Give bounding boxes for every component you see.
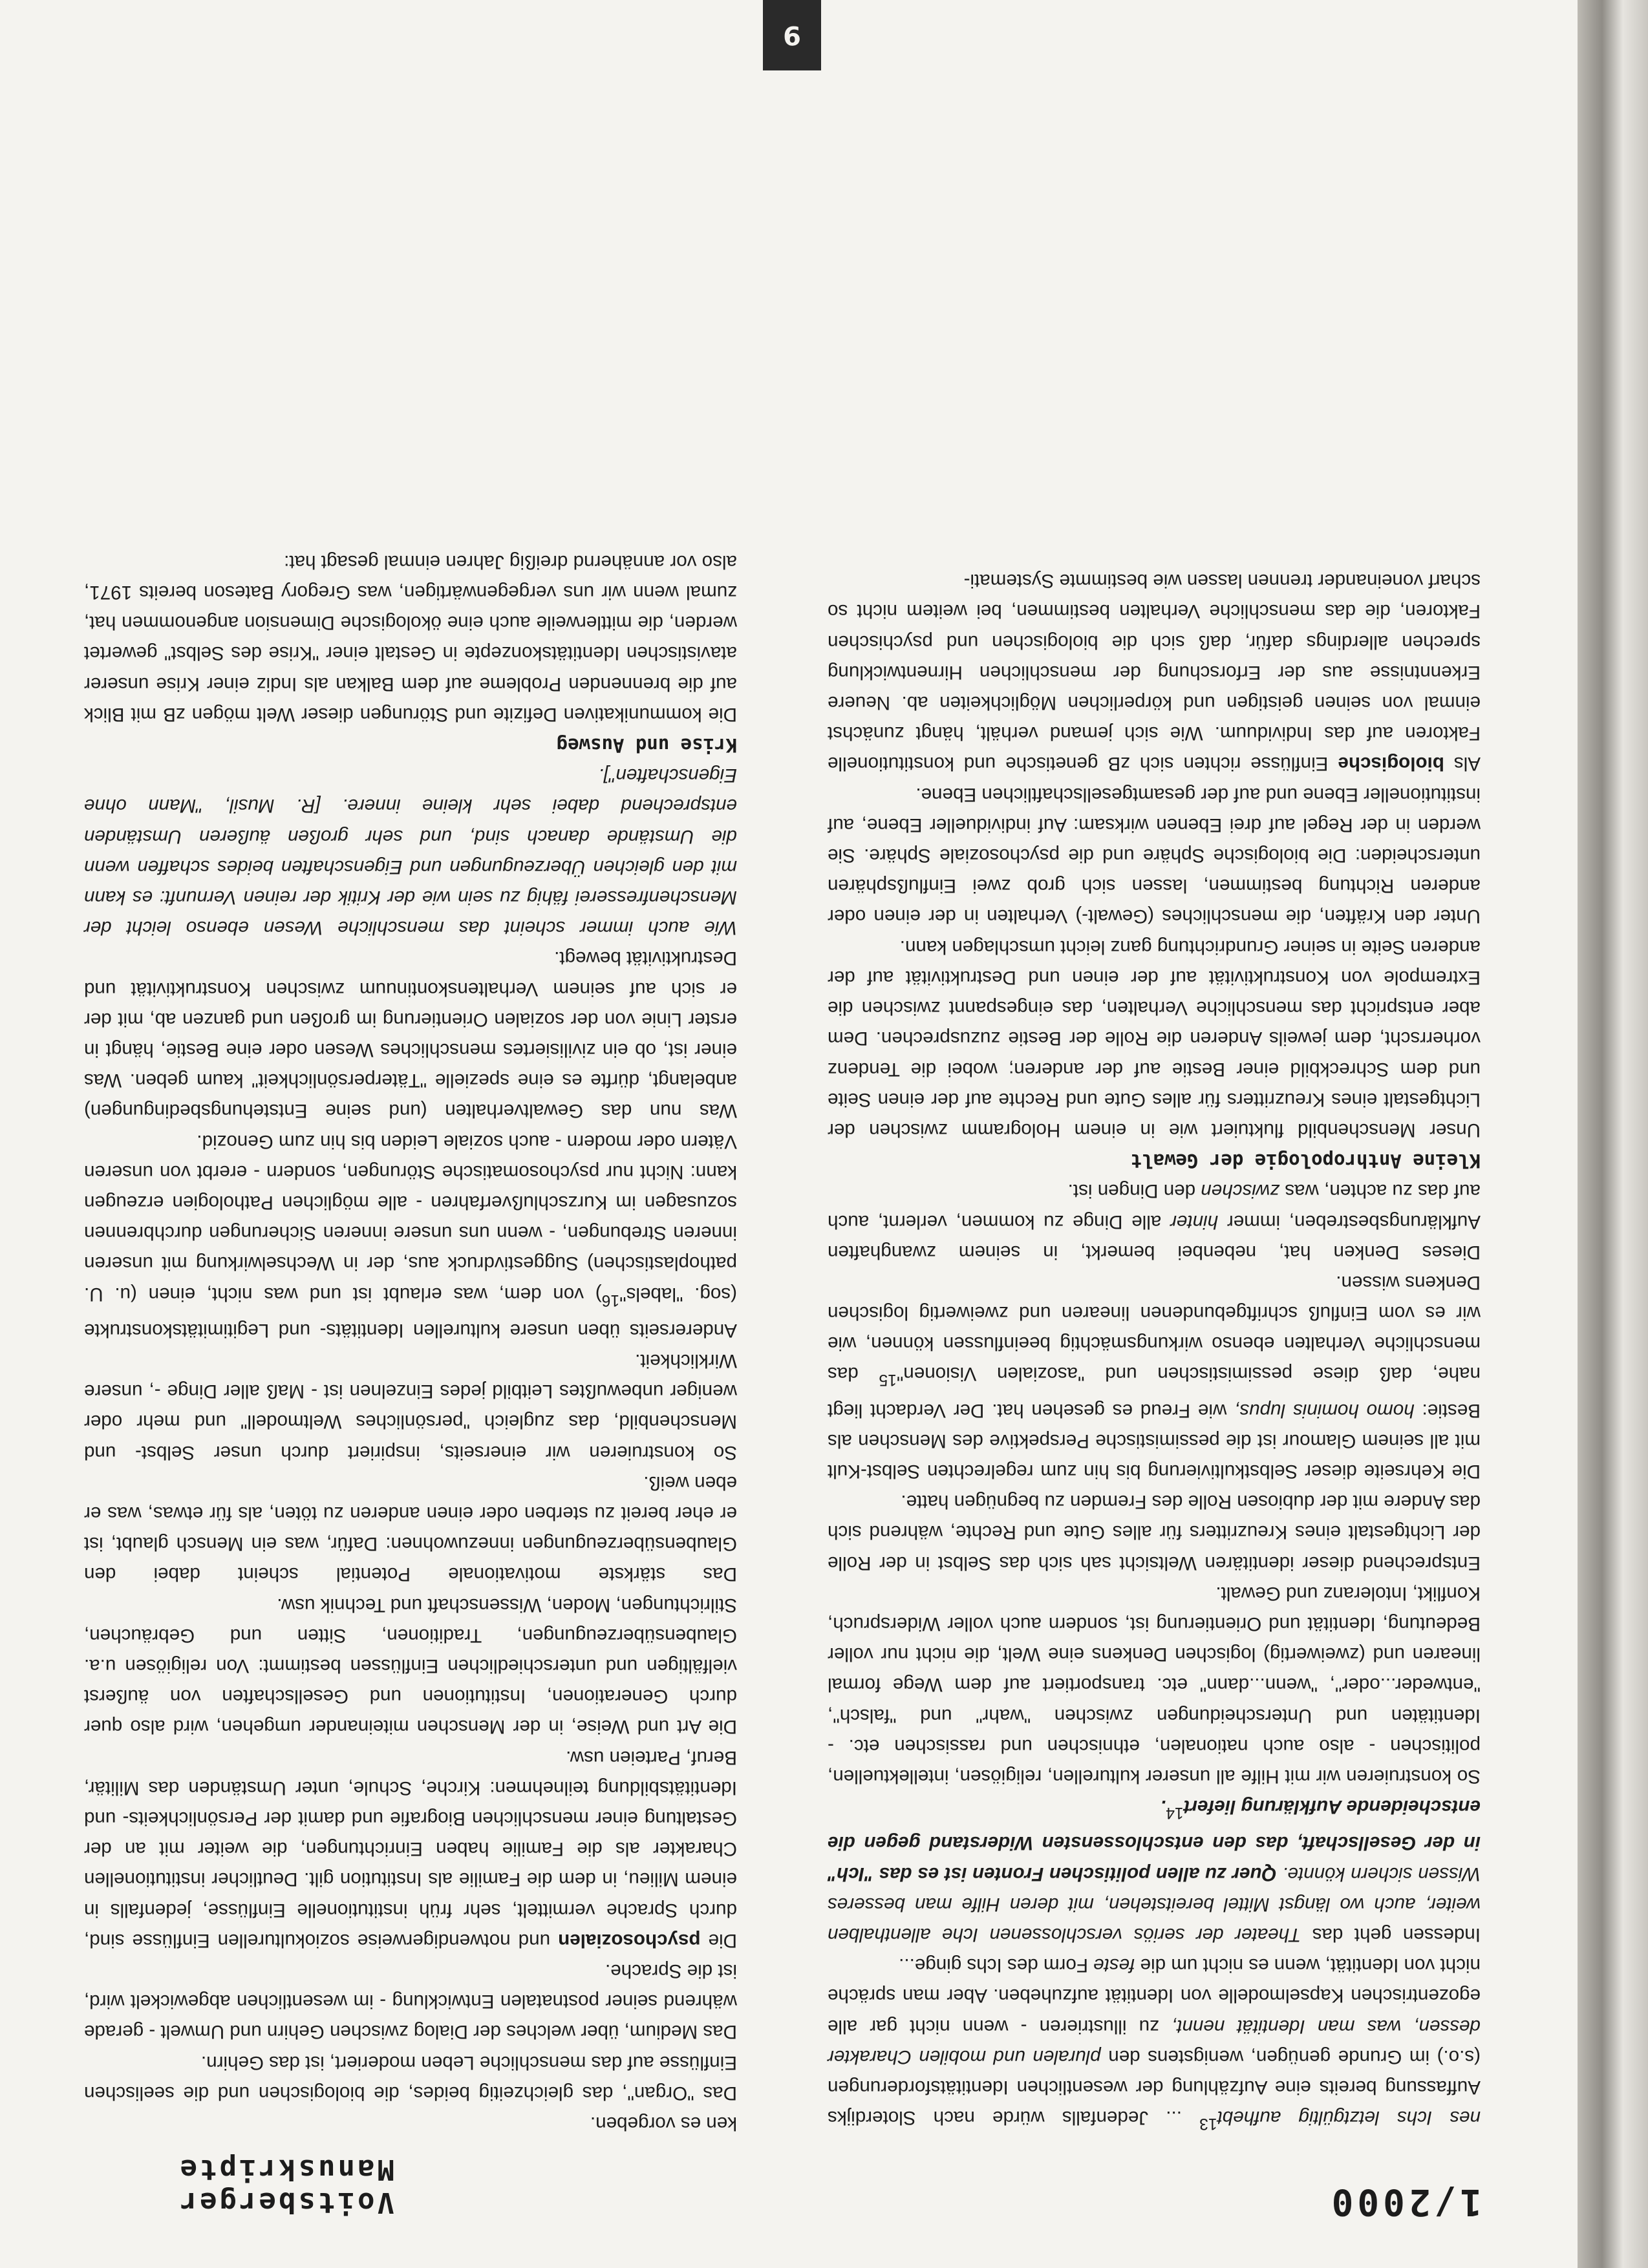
page-number-tab: 9: [763, 0, 821, 70]
paragraph: So konstruieren wir mit Hilfe all unserer kulturellen, religiösen, intellektuellen, politischen - also auch nationalen, ethnischen und rassischen etc. - Identitäten und Unterscheidungen zwischen "wahr" und "falsch", "entweder...oder", "wenn...dann" etc. transportiert auf dem Wege formal linearen und (zweiwertig) logischen Denkens eine Welt, die nicht nur voller Bedeutung, Identität und Orientierung ist, sondern auch voller Widerspruch, Konflikt, Intoleranz und Gewalt.: [828, 1582, 1481, 1788]
paragraph: Die Art und Weise, in der Menschen miteinander umgehen, wird also quer durch Generationen, Institutionen und Gesellschaften von äußerst vielfältigen und unterschiedlichen Einflüssen bestimmt: Von religiösen u.a. Glaubensüberzeugungen, Traditionen, Sitten und Gebräuchen, Stilrichtungen, Moden, Wissenschaft und Technik usw.: [84, 1594, 737, 1738]
paragraph: Die kommunikativen Defizite und Störungen dieser Welt mögen zB mit Blick auf die brennenden Probleme auf dem Balkan als Indiz einer Krise unserer atavistischen Identitätskonzepte in Gestalt einer "Krise des Selbst" gewertet werden, die mittlerweile auch eine ökologische Dimension angenommen hat, zumal wenn wir uns vergegenwärtigen, was Gregory Bateson bereits 1971, also vor annähernd dreißig Jahren einmal gesagt hat:: [84, 551, 737, 725]
paragraph: Was nun das Gewaltverhalten (und seine Entstehungsbedingungen) anbelangt, dürfte es eine spezielle "Täterpersönlichkeit" kaum geben. Was einer ist, ob ein zivilisiertes menschliches Wesen oder eine Bestie, hängt in erster Linie von der sozialen Orientierung im großen und ganzen ab, mit der er sich auf seinem Verhaltenskontinuum zwischen Konstruktivität und Destruktivität bewegt.: [84, 948, 737, 1122]
paragraph: Indessen geht das Theater der seriös verschlossenen Iche allenthalben weiter, auch wo längst Mittel bereitstehen, mit deren Hilfe man besseres Wissen sichern könnte. Quer zu allen politischen Fronten ist es das "Ich" in der Gesellschaft, das den entschlossensten Widerstand gegen die entscheidende Aufklärung liefert$^{14}$.: [828, 1796, 1481, 1945]
text-column-right: [84, 547, 737, 2139]
paragraph: Als biologische Einflüsse richten sich zB genetische und konstitutionelle Faktoren auf das Individuum. Wie sich jemand verhält, hängt zunächst einmal von seinen geistigen und körperlichen Möglichkeiten ab. Neuere Erkenntnisse aus der Erforschung der menschlichen Hirnentwicklung sprechen allerdings dafür, daß sich die biologischen und psychischen Faktoren, die das menschliche Verhalten bestimmen, bei weitem nicht so scharf voneinander trennen lassen wie bestimmte Systemati-: [828, 570, 1481, 775]
section-heading: Kleine Anthropologie der Gewalt: [1130, 1150, 1481, 1172]
paragraph: ken es vorgeben.: [590, 2113, 737, 2134]
journal-title: Voitsberger Manuskripte: [177, 2153, 394, 2219]
paragraph: Das stärkste motivationale Potential scheint dabei den Glaubensüberzeugungen innezuwohnen: Dafür, was ein Mensch glaubt, ist er eher bereit zu sterben oder einen anderen zu töten, als für etwas, was er eben weiß.: [84, 1472, 737, 1585]
paragraph: Die Kehrseite dieser Selbstkultivierung bis hin zum regelrechten Selbst-Kult mit all seinem Glamour ist die pessimistische Perspektive des Menschen als Bestie: homo hominis lupus, wie Freud es gesehen hat. Der Verdacht liegt nahe, daß diese pessimistischen und "asozialen Visionen"$^{15}$ das menschliche Verhalten ebenso wirkungsmächtig beeinflussen können, wie wir es vom Einfluß schriftgebundenen linearen und zweiwertig logischen Denkens wissen.: [827, 1271, 1481, 1483]
paragraph: Das Medium, über welches der Dialog zwischen Gehirn und Umwelt - gerade während seiner postnatalen Entwicklung - im wesentlichen abgewickelt wird, ist die Sprache.: [84, 1960, 737, 2043]
paragraph: Dieses Denken hat, nebenbei bemerkt, in seinem zwanghaften Aufklärungsbestreben, immer hinter alle Dinge zu kommen, verlernt, auch auf das zu achten, was zwischen den Dingen ist.: [828, 1180, 1481, 1263]
text-column-left: [828, 566, 1481, 2139]
paragraph: Das "Organ", das gleichzeitig beides, die biologischen und die seelischen Einflüsse auf das menschliche Leben moderiert, ist das Gehirn.: [84, 2051, 737, 2104]
paragraph: Andererseits üben unsere kulturellen Identitäts- und Legitimitätskonstrukte (sog. "labels"$^{16}$) von dem, was erlaubt ist und was nicht, einen (u. U. pathoplastischen) Suggestivdruck aus, der in Wechselwirkung mit unseren inneren Strebungen, - wenn uns unsere inneren Sicherungen durchbrennen sozusagen im Kurzschlußverfahren - alle möglichen Pathologien erzeugen kann: Nicht nur psychosomatische Störungen, sondern - ererbt von unseren Vätern oder modern - auch soziale Leiden bis hin zum Genozid.: [84, 1130, 737, 1341]
section-heading: Krise und Ausweg: [556, 734, 737, 756]
issue-number: 1/2000: [1327, 2181, 1482, 2223]
quote-paragraph: Wie auch immer scheint das menschliche Wesen ebenso leicht der Menschenfresserei fähig zu sein wie der Kritik der reinen Vernunft: es kann mit den gleichen Überzeugungen und Eigenschaften beides schaffen wenn die Umstände danach sind, und sehr großen äußeren Umständen entsprechend dabei sehr kleine innere. [R. Musil, "Mann ohne Eigenschaften"].: [84, 765, 737, 939]
paragraph: nes Ichs letztgültig aufhebt$^{13}$ ... Jedenfalls würde nach Sloterdijks Auffassung bereits eine Aufzählung der wesentlichen Identitätsforderungen (s.o.) im Grunde genügen, wenigstens den pluralen und mobilen Charakter dessen, was man Identität nennt, zu illustrieren - wenn nicht gar alle egozentrischen Kapselmodelle von Identität aufzuheben. Aber man spräche nicht von Identität, wenn es nicht um die feste Form des Ichs ginge...: [827, 1955, 1481, 2132]
paragraph: So konstruieren wir einerseits, inspiriert durch unser Selbst- und Menschenbild, das zugleich "persönliches Weltmodell" und mehr oder weniger unbewußtes Leitbild jedes Einzelnen ist - Maß aller Dinge -, unsere Wirklichkeit.: [84, 1350, 737, 1463]
paragraph: Unser Menschenbild fluktuiert wie in einem Hologramm zwischen der Lichtgestalt eines Kreuzritters für alles Gute und Rechte auf der einen Seite und dem Schreckbild einer Bestie auf der anderen; wobei die Tendenz vorherrscht, dem jeweils Anderen die Rolle der Bestie zuzusprechen. Dem aber entspricht das menschliche Verhalten, das eingespannt zwischen die Extrempole von Konstruktivität auf der einen und Destruktivität auf der anderen Seite in seiner Grundrichtung ganz leicht umschlagen kann.: [828, 936, 1481, 1141]
paragraph: Die psychosozialen und notwendigerweise soziokulturellen Einflüsse sind, durch Sprache vermittelt, sehr früh institutionelle Einflüsse, jedenfalls in einem Milieu, in dem die Familie als Institution gilt. Deutlicher institutionellen Charakter als die Familie haben Einrichtungen, die weiter mit an der Gestaltung einer menschlichen Biografie und damit der Persönlichkeits- und Identitätsbildung teilnehmen: Kirche, Schule, unter Umständen das Militär, Beruf, Parteien usw.: [84, 1746, 737, 1951]
paragraph: Unter den Kräften, die menschliches (Gewalt-) Verhalten in der einen oder anderen Richtung bestimmen, lassen sich grob zwei Einflußsphären unterscheiden: Die biologische Sphäre und die psychosoziale Sphäre. Sie werden in der Regel auf drei Ebenen wirksam: Auf individueller Ebene, auf institutioneller Ebene und auf der gesamtgesellschaftlichen Ebene.: [828, 783, 1481, 927]
paragraph: Entsprechend dieser identitären Weltsicht sah sich das Selbst in der Rolle der Lichtgestalt eines Kreuzritters für alles Gute und Rechte, während sich das Andere mit der dubiosen Rolle des Fremden zu begnügen hatte.: [828, 1491, 1481, 1574]
